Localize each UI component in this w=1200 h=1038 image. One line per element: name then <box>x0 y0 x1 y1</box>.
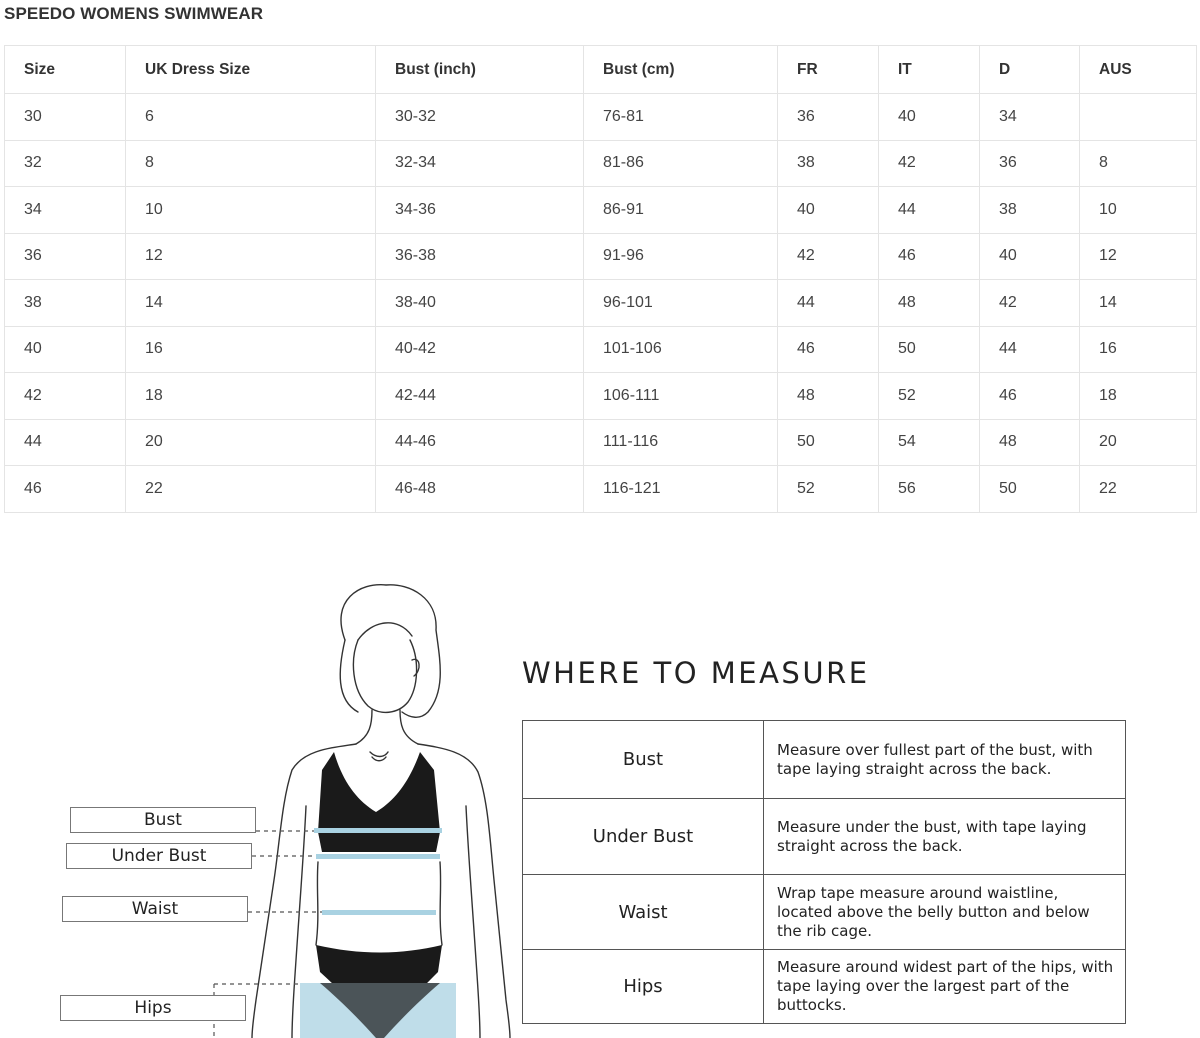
table-cell: 38 <box>5 280 126 327</box>
table-cell: 32 <box>5 140 126 187</box>
table-cell: 81-86 <box>584 140 778 187</box>
table-cell: 42 <box>879 140 980 187</box>
table-row <box>5 233 1197 280</box>
table-cell: 30-32 <box>376 94 584 141</box>
table-cell: 18 <box>126 373 376 420</box>
measure-row-waist <box>523 875 1126 950</box>
table-cell: 48 <box>980 419 1080 466</box>
table-cell: 36-38 <box>376 233 584 280</box>
column-header: UK Dress Size <box>126 46 376 94</box>
table-cell: 22 <box>1080 466 1197 513</box>
table-cell: 44 <box>980 326 1080 373</box>
table-cell: 44 <box>879 187 980 234</box>
table-cell: 34 <box>980 94 1080 141</box>
table-cell: 111-116 <box>584 419 778 466</box>
table-cell: 34 <box>5 187 126 234</box>
table-row <box>5 187 1197 234</box>
table-cell: 42 <box>778 233 879 280</box>
table-cell: 42 <box>980 280 1080 327</box>
bust-label: Bust <box>70 807 256 833</box>
table-cell: 32-34 <box>376 140 584 187</box>
column-header: FR <box>778 46 879 94</box>
table-row <box>5 140 1197 187</box>
measure-description: Measure under the bust, with tape laying straight across the back. <box>764 799 1126 875</box>
column-header: Bust (cm) <box>584 46 778 94</box>
table-cell: 40-42 <box>376 326 584 373</box>
table-cell: 46 <box>778 326 879 373</box>
table-row <box>5 373 1197 420</box>
table-row <box>5 419 1197 466</box>
table-cell <box>1080 94 1197 141</box>
table-cell: 50 <box>778 419 879 466</box>
column-header: Size <box>5 46 126 94</box>
table-cell: 40 <box>879 94 980 141</box>
table-cell: 8 <box>126 140 376 187</box>
where-to-measure-title: WHERE TO MEASURE <box>522 656 870 690</box>
table-cell: 48 <box>879 280 980 327</box>
table-row <box>5 466 1197 513</box>
table-cell: 12 <box>1080 233 1197 280</box>
table-cell: 14 <box>126 280 376 327</box>
page-title: SPEEDO WOMENS SWIMWEAR <box>4 4 264 23</box>
table-cell: 6 <box>126 94 376 141</box>
table-cell: 40 <box>5 326 126 373</box>
table-cell: 20 <box>126 419 376 466</box>
column-header: IT <box>879 46 980 94</box>
body-measurement-diagram <box>0 560 520 1038</box>
table-cell: 10 <box>1080 187 1197 234</box>
table-cell: 38-40 <box>376 280 584 327</box>
table-cell: 48 <box>778 373 879 420</box>
table-cell: 52 <box>778 466 879 513</box>
table-row <box>5 280 1197 327</box>
measure-description: Measure over fullest part of the bust, with tape laying straight across the back. <box>764 721 1126 799</box>
table-cell: 42-44 <box>376 373 584 420</box>
measure-row-bust <box>523 721 1126 799</box>
table-cell: 86-91 <box>584 187 778 234</box>
measure-name: Under Bust <box>523 799 764 875</box>
measure-row-under-bust <box>523 799 1126 875</box>
table-cell: 96-101 <box>584 280 778 327</box>
table-header-row <box>5 46 1197 94</box>
table-cell: 40 <box>778 187 879 234</box>
measure-row-hips <box>523 950 1126 1024</box>
where-to-measure-table <box>522 720 1126 1024</box>
table-cell: 101-106 <box>584 326 778 373</box>
table-cell: 56 <box>879 466 980 513</box>
measure-description: Wrap tape measure around waistline, located above the belly button and below the rib cage. <box>764 875 1126 950</box>
table-cell: 14 <box>1080 280 1197 327</box>
table-row <box>5 326 1197 373</box>
table-cell: 50 <box>879 326 980 373</box>
table-cell: 44 <box>5 419 126 466</box>
table-cell: 106-111 <box>584 373 778 420</box>
table-cell: 8 <box>1080 140 1197 187</box>
table-cell: 38 <box>778 140 879 187</box>
table-cell: 46-48 <box>376 466 584 513</box>
size-chart-table <box>4 45 1197 513</box>
table-cell: 38 <box>980 187 1080 234</box>
table-row <box>5 94 1197 141</box>
measure-name: Waist <box>523 875 764 950</box>
under-bust-label: Under Bust <box>66 843 252 869</box>
table-cell: 52 <box>879 373 980 420</box>
table-cell: 22 <box>126 466 376 513</box>
table-cell: 16 <box>126 326 376 373</box>
table-cell: 16 <box>1080 326 1197 373</box>
table-cell: 18 <box>1080 373 1197 420</box>
table-cell: 50 <box>980 466 1080 513</box>
table-cell: 46 <box>879 233 980 280</box>
table-cell: 36 <box>980 140 1080 187</box>
table-cell: 76-81 <box>584 94 778 141</box>
column-header: AUS <box>1080 46 1197 94</box>
measure-name: Bust <box>523 721 764 799</box>
woman-figure-illustration <box>0 560 520 1038</box>
measure-description: Measure around widest part of the hips, with tape laying over the largest part of the buttocks. <box>764 950 1126 1024</box>
hips-label: Hips <box>60 995 246 1021</box>
table-cell: 12 <box>126 233 376 280</box>
table-cell: 46 <box>5 466 126 513</box>
table-cell: 36 <box>5 233 126 280</box>
table-cell: 46 <box>980 373 1080 420</box>
table-cell: 44 <box>778 280 879 327</box>
table-cell: 91-96 <box>584 233 778 280</box>
table-cell: 40 <box>980 233 1080 280</box>
table-cell: 20 <box>1080 419 1197 466</box>
measure-name: Hips <box>523 950 764 1024</box>
table-cell: 30 <box>5 94 126 141</box>
table-cell: 10 <box>126 187 376 234</box>
table-cell: 34-36 <box>376 187 584 234</box>
column-header: D <box>980 46 1080 94</box>
table-cell: 116-121 <box>584 466 778 513</box>
table-cell: 54 <box>879 419 980 466</box>
waist-label: Waist <box>62 896 248 922</box>
table-cell: 42 <box>5 373 126 420</box>
column-header: Bust (inch) <box>376 46 584 94</box>
table-cell: 36 <box>778 94 879 141</box>
table-cell: 44-46 <box>376 419 584 466</box>
